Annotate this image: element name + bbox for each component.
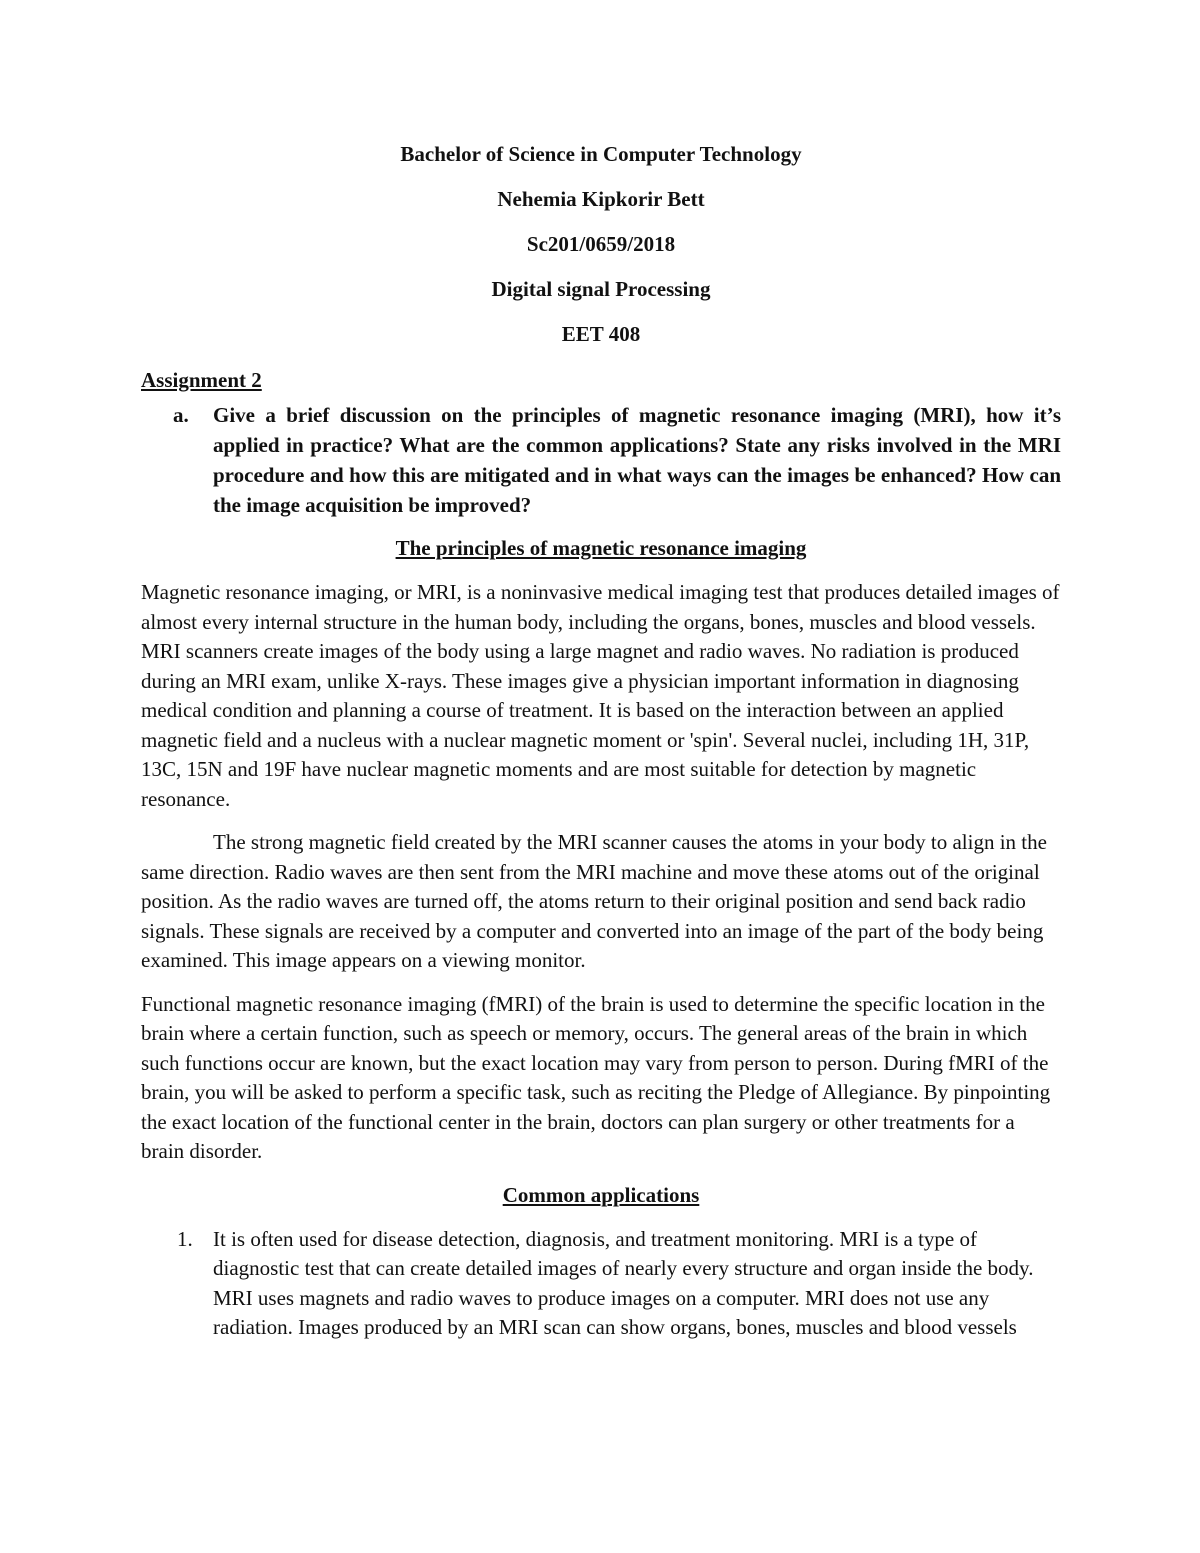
principles-paragraph-2: The strong magnetic field created by the MRI scanner causes the atoms in your body to align in the same direction. Radio waves are then sent from the MRI machine and move these atoms out of the original position. As the radio waves are turned off, the atoms return to their original position and send back radio signals. These signals are received by a computer and converted into an image of the part of the body being examined. This image appears on a viewing monitor.: [141, 830, 1047, 972]
question-item: [141, 400, 1061, 520]
question-marker: a.: [173, 403, 189, 427]
applications-heading: Common applications: [502, 1182, 700, 1207]
student-name: Nehemia Kipkorir Bett: [497, 187, 705, 211]
document-body: [141, 140, 1061, 1343]
list-item: [141, 1225, 1061, 1343]
principles-paragraph-1: Magnetic resonance imaging, or MRI, is a noninvasive medical imaging test that produces detailed images of almost every internal structure in the human body, including the organs, bones, muscles and blood vessels. MRI scanners create images of the body using a large magnet and radio waves. No radiation is produced during an MRI exam, unlike X-rays. These images give a physician important information in diagnosing medical condition and planning a course of treatment. It is based on the interaction between an applied magnetic field and a nucleus with a nuclear magnetic moment or 'spin'. Several nuclei, including 1H, 31P, 13C, 15N and 19F have nuclear magnetic moments and are most suitable for detection by magnetic resonance.: [141, 580, 1060, 811]
course-code: EET 408: [561, 322, 641, 346]
assignment-title: Assignment 2: [141, 368, 262, 392]
course-name: Digital signal Processing: [491, 277, 711, 301]
program-title: Bachelor of Science in Computer Technology: [400, 142, 802, 166]
question-text: Give a brief discussion on the principles of magnetic resonance imaging (MRI), how it’s applied in practice? What are the common applications? State any risks involved in the MRI procedure and how this are mitigated and in what ways can the images be enhanced? How can the image acquisition be improved?: [213, 403, 1061, 517]
list-marker: 1.: [177, 1226, 193, 1251]
registration-number: Sc201/0659/2018: [526, 232, 676, 256]
principles-paragraph-3: Functional magnetic resonance imaging (fMRI) of the brain is used to determine the specific location in the brain where a certain function, such as speech or memory, occurs. The general areas of the brain in which such functions occur are known, but the exact location may vary from person to person. During fMRI of the brain, you will be asked to perform a specific task, such as reciting the Pledge of Allegiance. By pinpointing the exact location of the functional center in the brain, doctors can plan surgery or other treatments for a brain disorder.: [141, 991, 1051, 1163]
list-item-text: It is often used for disease detection, diagnosis, and treatment monitoring. MRI is a type of diagnostic test that can create detailed images of nearly every structure and organ inside the body. MRI uses magnets and radio waves to produce images on a computer. MRI does not use any radiation. Images produced by an MRI scan can show organs, bones, muscles and blood vessels: [213, 1226, 1034, 1339]
principles-heading: The principles of magnetic resonance imaging: [395, 536, 807, 560]
